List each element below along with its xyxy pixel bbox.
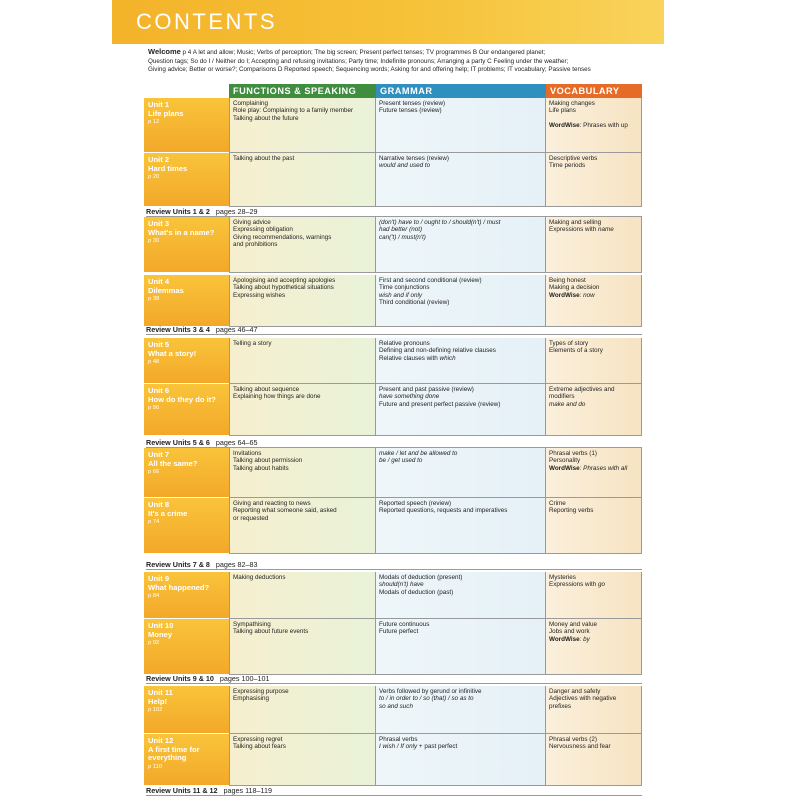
vocabulary-item [549, 107, 638, 114]
vocabulary-cell [546, 153, 642, 207]
grammar-item [379, 234, 542, 241]
vocabulary-item-rest: go [598, 581, 606, 589]
vocabulary-item [549, 500, 638, 507]
vocabulary-cell [546, 572, 642, 619]
grammar-item-text: would and used to [379, 162, 431, 170]
review-pages: pages 46–47 [215, 325, 258, 334]
vocabulary-cell [546, 619, 642, 675]
vocabulary-item [549, 292, 638, 299]
grammar-item-text: Reported speech (review) [379, 500, 452, 507]
unit-page: p 92 [148, 640, 160, 647]
review-pages: pages 118–119 [223, 786, 273, 795]
welcome-text-1: A let and allow; Music; Verbs of perception; The big screen; Present perfect tenses; TV programmes B Our endangered planet; [191, 49, 546, 56]
vocabulary-item-text: Being honest [549, 277, 586, 284]
review-pages: pages 64–65 [215, 438, 258, 447]
vocabulary-item-text: Phrasal verbs (2) [549, 736, 597, 743]
unit-name: Unit 7 [148, 450, 170, 459]
vocabulary-item [549, 386, 638, 393]
unit-name: Unit 5 [148, 340, 170, 349]
vocabulary-item-text: Making and selling [549, 219, 602, 226]
page-title: CONTENTS [136, 9, 277, 34]
grammar-item [379, 155, 542, 162]
vocabulary-cell [546, 98, 642, 153]
grammar-item [379, 355, 542, 362]
unit-cell[interactable] [144, 734, 229, 786]
vocabulary-item [549, 695, 638, 702]
function-item: Telling a story [233, 340, 272, 347]
vocabulary-cell [546, 498, 642, 554]
grammar-item [379, 695, 542, 702]
vocabulary-cell [546, 275, 642, 327]
unit-cell[interactable] [144, 338, 229, 384]
unit-cell[interactable] [144, 619, 229, 675]
grammar-item [379, 226, 542, 233]
grammar-item [379, 703, 542, 710]
vocabulary-item-text: Elements of a story [549, 347, 603, 355]
unit-title: Money [148, 629, 173, 639]
grammar-item-text: Third conditional (review) [379, 299, 450, 307]
vocabulary-item-rest: : Phrases with up [579, 122, 628, 130]
function-item: Expressing purpose [233, 688, 289, 695]
grammar-cell [376, 384, 546, 436]
function-item: or requested [233, 514, 269, 522]
vocabulary-item-text: Personality [549, 457, 581, 465]
vocabulary-cell [546, 338, 642, 384]
grammar-item [379, 507, 542, 514]
functions-cell [229, 734, 376, 786]
grammar-item [379, 219, 542, 226]
vocabulary-item [549, 450, 638, 457]
functions-cell [229, 572, 376, 619]
unit-name: Unit 9 [148, 574, 170, 583]
vocabulary-item [549, 628, 638, 635]
unit-title: Hard times [148, 163, 188, 173]
vocabulary-item-text: Nervousness and fear [549, 743, 611, 751]
unit-cell[interactable] [144, 153, 229, 207]
grammar-item [379, 107, 542, 114]
review-title: Review Units 7 & 8 [146, 560, 210, 569]
grammar-item [379, 284, 542, 291]
grammar-item-text: Defining and non-defining relative clauses [379, 347, 496, 355]
vocabulary-item [549, 347, 638, 354]
review-title: Review Units 11 & 12 [146, 786, 218, 795]
grammar-item-text: Present and past passive (review) [379, 386, 474, 393]
functions-cell [229, 217, 376, 273]
function-item: Role play: Complaining to a family member [233, 107, 354, 115]
unit-name: Unit 2 [148, 155, 170, 164]
grammar-item [379, 457, 542, 464]
grammar-item-text: be / get used to [379, 457, 423, 465]
vocabulary-item [549, 162, 638, 169]
contents-banner [112, 0, 664, 44]
review-row[interactable] [146, 560, 642, 570]
functions-cell [229, 338, 376, 384]
grammar-item [379, 347, 542, 354]
grammar-item-text: Future perfect [379, 628, 419, 636]
review-row[interactable] [146, 674, 642, 684]
vocabulary-item-text: Mysteries [549, 574, 576, 581]
grammar-cell [376, 448, 546, 498]
grammar-item [379, 277, 542, 284]
unit-page: p 102 [148, 707, 163, 714]
vocabulary-cell [546, 384, 642, 436]
vocabulary-item-text: Time periods [549, 162, 586, 170]
vocabulary-item [549, 340, 638, 347]
grammar-item-text: Verbs followed by gerund or infinitive [379, 688, 482, 695]
vocabulary-item [549, 636, 638, 643]
vocabulary-item-rest: : by [579, 635, 590, 643]
unit-page: p 110 [148, 763, 163, 770]
grammar-item [379, 340, 542, 347]
grammar-cell [376, 498, 546, 554]
function-item: Talking about the future [233, 114, 299, 122]
vocabulary-cell [546, 686, 642, 734]
vocabulary-cell [546, 734, 642, 786]
function-item: Expressing regret [233, 736, 283, 743]
unit-name: Unit 6 [148, 386, 170, 395]
function-item: Apologising and accepting apologies [233, 277, 336, 284]
vocabulary-item-text: Phrasal verbs (1) [549, 450, 597, 457]
vocabulary-item [549, 465, 638, 472]
function-item: Talking about hypothetical situations [233, 284, 334, 292]
vocabulary-item-text: WordWise [549, 291, 580, 299]
grammar-item-text: Phrasal verbs [379, 736, 418, 743]
grammar-item [379, 401, 542, 408]
vocabulary-item [549, 284, 638, 291]
grammar-item-text: Present tenses (review) [379, 100, 446, 107]
vocabulary-item [549, 122, 638, 129]
grammar-item [379, 574, 542, 581]
unit-page: p 84 [148, 593, 160, 600]
grammar-item-text: Future continuous [379, 621, 430, 628]
grammar-cell [376, 98, 546, 153]
vocabulary-item [549, 219, 638, 226]
unit-name: Unit 8 [148, 500, 170, 509]
grammar-item-text: I wish / If only [379, 743, 418, 751]
grammar-cell [376, 217, 546, 273]
vocabulary-item [549, 574, 638, 581]
vocabulary-cell [546, 217, 642, 273]
function-item: Talking about permission [233, 457, 303, 465]
grammar-item-text: have something done [379, 393, 440, 401]
grammar-item-text: Future tenses (review) [379, 107, 442, 115]
unit-cell[interactable] [144, 448, 229, 498]
vocabulary-item [549, 100, 638, 107]
grammar-item-text: (don't) have to / ought to / should(n't) / must [379, 219, 501, 226]
vocabulary-item [549, 393, 638, 400]
grammar-item-rest: + past perfect [417, 743, 458, 751]
vocabulary-item-text: make and do [549, 400, 586, 408]
vocabulary-item-text: Making changes [549, 100, 595, 107]
grammar-item [379, 393, 542, 400]
grammar-item-text: had better (not) [379, 226, 423, 234]
functions-cell [229, 384, 376, 436]
vocabulary-item-text: WordWise [549, 122, 580, 130]
unit-name: Unit 10 [148, 621, 174, 630]
review-pages: pages 100–101 [219, 674, 270, 683]
vocabulary-item-text: Expressions with [549, 226, 598, 234]
function-item: Talking about future events [233, 628, 309, 636]
unit-title: What's in a name? [148, 227, 215, 237]
grammar-item [379, 299, 542, 306]
vocabulary-item-text: Crime [549, 500, 566, 507]
grammar-item-rest: which [439, 354, 456, 362]
grammar-item-text: First and second conditional (review) [379, 277, 482, 284]
vocabulary-item-text: WordWise [549, 464, 580, 472]
welcome-label: Welcome [148, 47, 181, 56]
grammar-item [379, 621, 542, 628]
unit-cell[interactable] [144, 384, 229, 436]
welcome-line-3: Giving advice; Better or worse?; Comparisons D Reported speech; Sequencing words; Asking for and offering help; IT problems; IT vocabulary; Passive tenses [148, 66, 591, 74]
vocabulary-item [549, 155, 638, 162]
review-title: Review Units 5 & 6 [146, 438, 210, 447]
grammar-item [379, 743, 542, 750]
vocabulary-item-rest: name [598, 226, 614, 234]
grammar-item [379, 589, 542, 596]
unit-title: Life plans [148, 108, 184, 118]
vocabulary-item-text: Types of story [549, 340, 589, 347]
grammar-item-text: so and such [379, 702, 413, 710]
vocabulary-item-text: Reporting verbs [549, 507, 594, 515]
vocabulary-item-text: Danger and safety [549, 688, 601, 695]
unit-cell[interactable] [144, 498, 229, 554]
function-item: Expressing obligation [233, 226, 293, 234]
functions-cell [229, 98, 376, 153]
header-vocabulary: VOCABULARY [546, 84, 642, 98]
functions-cell [229, 153, 376, 207]
grammar-item-text: Modals of deduction (present) [379, 574, 463, 581]
function-item: Giving advice [233, 219, 271, 226]
header-functions: FUNCTIONS & SPEAKING [229, 84, 376, 98]
review-pages: pages 28–29 [215, 207, 258, 216]
review-title: Review Units 9 & 10 [146, 674, 214, 683]
contents-page [112, 0, 664, 800]
vocabulary-item [549, 736, 638, 743]
grammar-item [379, 736, 542, 743]
unit-cell[interactable] [144, 686, 229, 734]
unit-page: p 20 [148, 174, 160, 181]
unit-page: p 56 [148, 405, 160, 412]
unit-page: p 48 [148, 359, 160, 366]
grammar-item-text: make / let and be allowed to [379, 450, 458, 457]
unit-name: Unit 4 [148, 277, 170, 286]
unit-cell[interactable] [144, 572, 229, 619]
review-row[interactable] [146, 207, 642, 217]
unit-title: All the same? [148, 458, 198, 468]
function-item: Expressing wishes [233, 291, 286, 299]
unit-cell[interactable] [144, 217, 229, 273]
review-row[interactable] [146, 325, 642, 335]
vocabulary-item-text: modifiers [549, 393, 575, 401]
grammar-item-text: Future and present perfect passive (review) [379, 400, 501, 408]
grammar-item-text: can('t) / must(n't) [379, 233, 426, 241]
vocabulary-item-text: Making a decision [549, 284, 600, 292]
unit-page: p 30 [148, 238, 160, 245]
function-item: Reporting what someone said, asked [233, 507, 337, 515]
unit-title: A first time for everything [148, 744, 200, 763]
grammar-item-text: Relative clauses with [379, 354, 440, 362]
vocabulary-item-text: prefixes [549, 702, 572, 710]
grammar-item-text: wish and if only [379, 291, 423, 299]
vocabulary-item-text: Descriptive verbs [549, 155, 598, 162]
grammar-item-text: Narrative tenses (review) [379, 155, 449, 162]
function-item: Invitations [233, 450, 262, 457]
vocabulary-item [549, 688, 638, 695]
function-item: Talking about the past [233, 155, 295, 162]
unit-title: What a story! [148, 348, 197, 358]
grammar-cell [376, 734, 546, 786]
vocabulary-item-text: Money and value [549, 621, 597, 628]
review-pages: pages 82–83 [215, 560, 258, 569]
grammar-cell [376, 338, 546, 384]
header-grammar: GRAMMAR [376, 84, 546, 98]
vocabulary-item [549, 581, 638, 588]
vocabulary-item [549, 115, 638, 122]
grammar-cell [376, 153, 546, 207]
vocabulary-item-text: Life plans [549, 107, 576, 115]
vocabulary-cell [546, 448, 642, 498]
function-item: Giving and reacting to news [233, 500, 311, 507]
function-item: Talking about fears [233, 743, 286, 751]
function-item: Emphasising [233, 695, 270, 703]
function-item: Explaining how things are done [233, 393, 321, 401]
grammar-cell [376, 686, 546, 734]
vocabulary-item [549, 401, 638, 408]
unit-cell[interactable] [144, 98, 229, 153]
functions-cell [229, 686, 376, 734]
vocabulary-item-text: Jobs and work [549, 628, 590, 636]
review-row[interactable] [146, 786, 642, 796]
grammar-item [379, 100, 542, 107]
vocabulary-item [549, 507, 638, 514]
welcome-page: p 4 [182, 49, 192, 56]
function-item: Talking about sequence [233, 386, 300, 393]
functions-cell [229, 498, 376, 554]
unit-title: Dilemmas [148, 285, 184, 295]
unit-page: p 74 [148, 519, 160, 526]
unit-page: p 12 [148, 119, 160, 126]
vocabulary-item [549, 621, 638, 628]
unit-title: How do they do it? [148, 394, 216, 404]
function-item: Giving recommendations, warnings [233, 233, 332, 241]
unit-name: Unit 12 [148, 736, 174, 745]
grammar-item [379, 500, 542, 507]
vocabulary-item [549, 703, 638, 710]
grammar-item [379, 688, 542, 695]
unit-title: Help! [148, 696, 167, 706]
grammar-item-text: to / in order to / so (that) / so as to [379, 695, 474, 703]
function-item: Talking about habits [233, 464, 289, 472]
review-row[interactable] [146, 438, 642, 448]
grammar-item-text: Modals of deduction (past) [379, 588, 454, 596]
unit-name: Unit 11 [148, 688, 173, 697]
unit-page: p 38 [148, 296, 160, 303]
welcome-line-1 [148, 48, 654, 58]
grammar-item-text: should(n't) have [379, 581, 424, 589]
grammar-item [379, 292, 542, 299]
vocabulary-item-text: Adjectives with negative [549, 695, 617, 703]
grammar-item-text: Time conjunctions [379, 284, 430, 292]
functions-cell [229, 448, 376, 498]
function-item: Sympathising [233, 621, 271, 628]
grammar-cell [376, 572, 546, 619]
unit-page: p 66 [148, 469, 160, 476]
vocabulary-item-text: WordWise [549, 635, 580, 643]
grammar-cell [376, 619, 546, 675]
grammar-item-text: Relative pronouns [379, 340, 430, 347]
vocabulary-item [549, 457, 638, 464]
grammar-item [379, 386, 542, 393]
vocabulary-item-rest: : Phrases with all [579, 464, 628, 472]
unit-name: Unit 3 [148, 219, 170, 228]
grammar-cell [376, 275, 546, 327]
welcome-section [148, 48, 654, 75]
vocabulary-item-text: Extreme adjectives and [549, 386, 615, 393]
unit-title: It's a crime [148, 508, 188, 518]
vocabulary-item [549, 743, 638, 750]
grammar-item [379, 162, 542, 169]
unit-cell[interactable] [144, 275, 229, 327]
grammar-item [379, 581, 542, 588]
functions-cell [229, 619, 376, 675]
vocabulary-item [549, 277, 638, 284]
functions-cell [229, 275, 376, 327]
vocabulary-item-text: Expressions with [549, 581, 598, 589]
grammar-item-text: Reported questions, requests and imperatives [379, 507, 508, 515]
grammar-item [379, 450, 542, 457]
review-title: Review Units 1 & 2 [146, 207, 210, 216]
grammar-item [379, 628, 542, 635]
function-item: and prohibitions [233, 241, 278, 249]
unit-title: What happened? [148, 582, 210, 592]
unit-name: Unit 1 [148, 100, 170, 109]
review-title: Review Units 3 & 4 [146, 325, 210, 334]
function-item: Complaining [233, 100, 269, 107]
welcome-line-2: Question tags; So do I / Neither do I; Accepting and refusing invitations; Party time; Indefinite pronouns; Arranging a party C Feeling under the weather; [148, 57, 569, 65]
vocabulary-item [549, 226, 638, 233]
function-item: Making deductions [233, 574, 286, 581]
vocabulary-item-rest: : now [579, 291, 595, 299]
